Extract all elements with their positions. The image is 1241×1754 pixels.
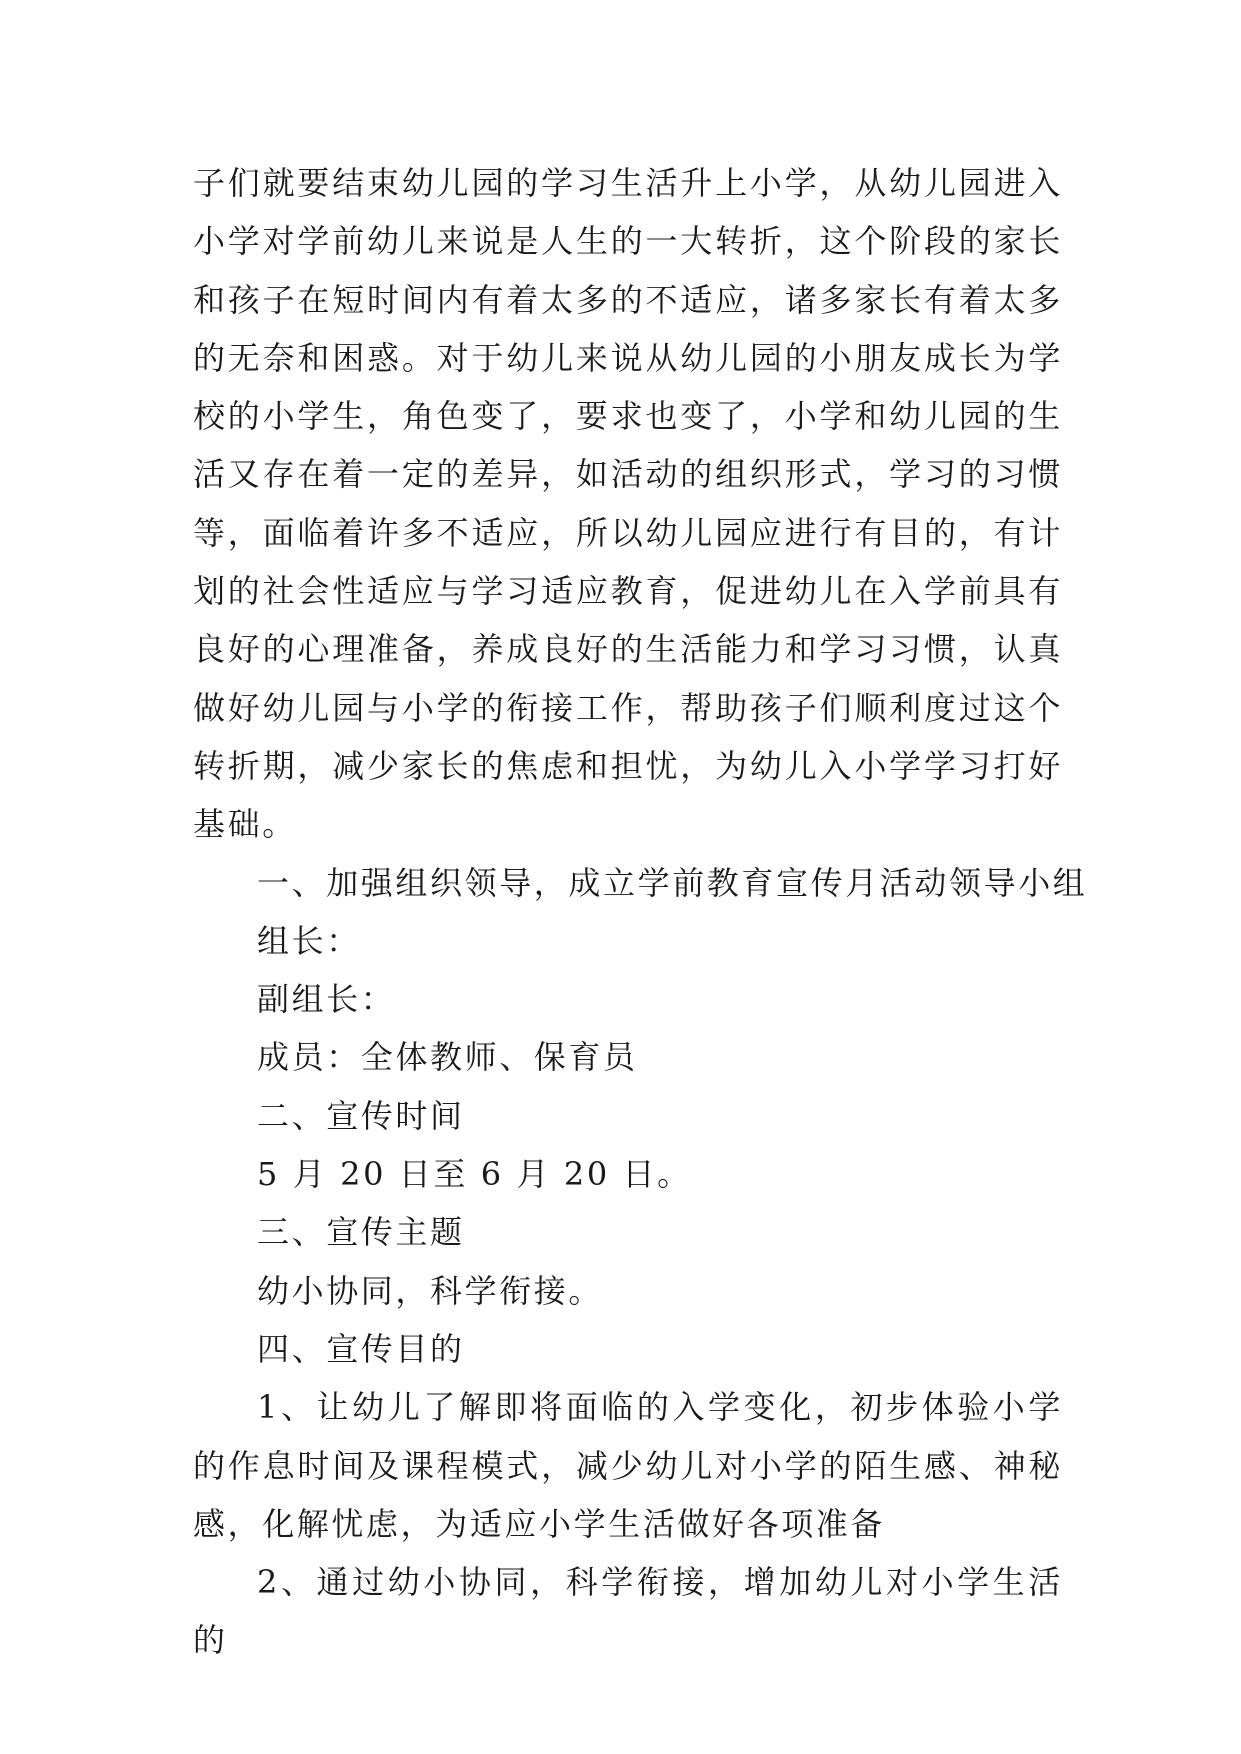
section-heading-theme: 三、宣传主题 [257,1213,465,1252]
intro-paragraph: 子们就要结束幼儿园的学习生活升上小学，从幼儿园进入小学对学前幼儿来说是人生的一大转折，这个阶段的家长和孩子在短时间内有着太多的不适应，诸多家长有着太多的无奈和困惑。对于幼儿来说从幼儿园的小朋友成长为学校的小学生，角色变了，要求也变了，小学和幼儿园的生活又存在着一定的差异，如活动的组织形式，学习的习惯等，面临着许多不适应，所以幼儿园应进行有目的，有计划的社会性适应与学习适应教育，促进幼儿在入学前具有良好的心理准备，养成良好的生活能力和学习习惯，认真做好幼儿园与小学的衔接工作，帮助孩子们顺利度过这个转折期，减少家长的焦虑和担忧，为幼儿入小学学习打好基础。 [193,164,1063,844]
theme-line: 幼小协同，科学衔接。 [257,1271,604,1310]
deputy-leader-line: 副组长： [257,980,396,1019]
section-heading-time: 二、宣传时间 [257,1096,465,1135]
leader-line: 组长： [257,921,361,960]
members-line: 成员：全体教师、保育员 [257,1038,638,1077]
time-line: 5 月 20 日至 6 月 20 日。 [257,1155,692,1194]
section-heading-organization: 一、加强组织领导，成立学前教育宣传月活动领导小组 [257,863,1088,902]
goal-paragraph-1: 1、让幼儿了解即将面临的入学变化，初步体验小学的作息时间及课程模式，减少幼儿对小学的陌生感、神秘感，化解忧虑，为适应小学生活做好各项准备 [193,1388,1063,1543]
document-body [193,154,1088,1670]
goal-paragraph-2: 2、通过幼小协同，科学衔接，增加幼儿对小学生活的 [193,1563,1063,1660]
section-heading-purpose: 四、宣传目的 [257,1329,465,1368]
